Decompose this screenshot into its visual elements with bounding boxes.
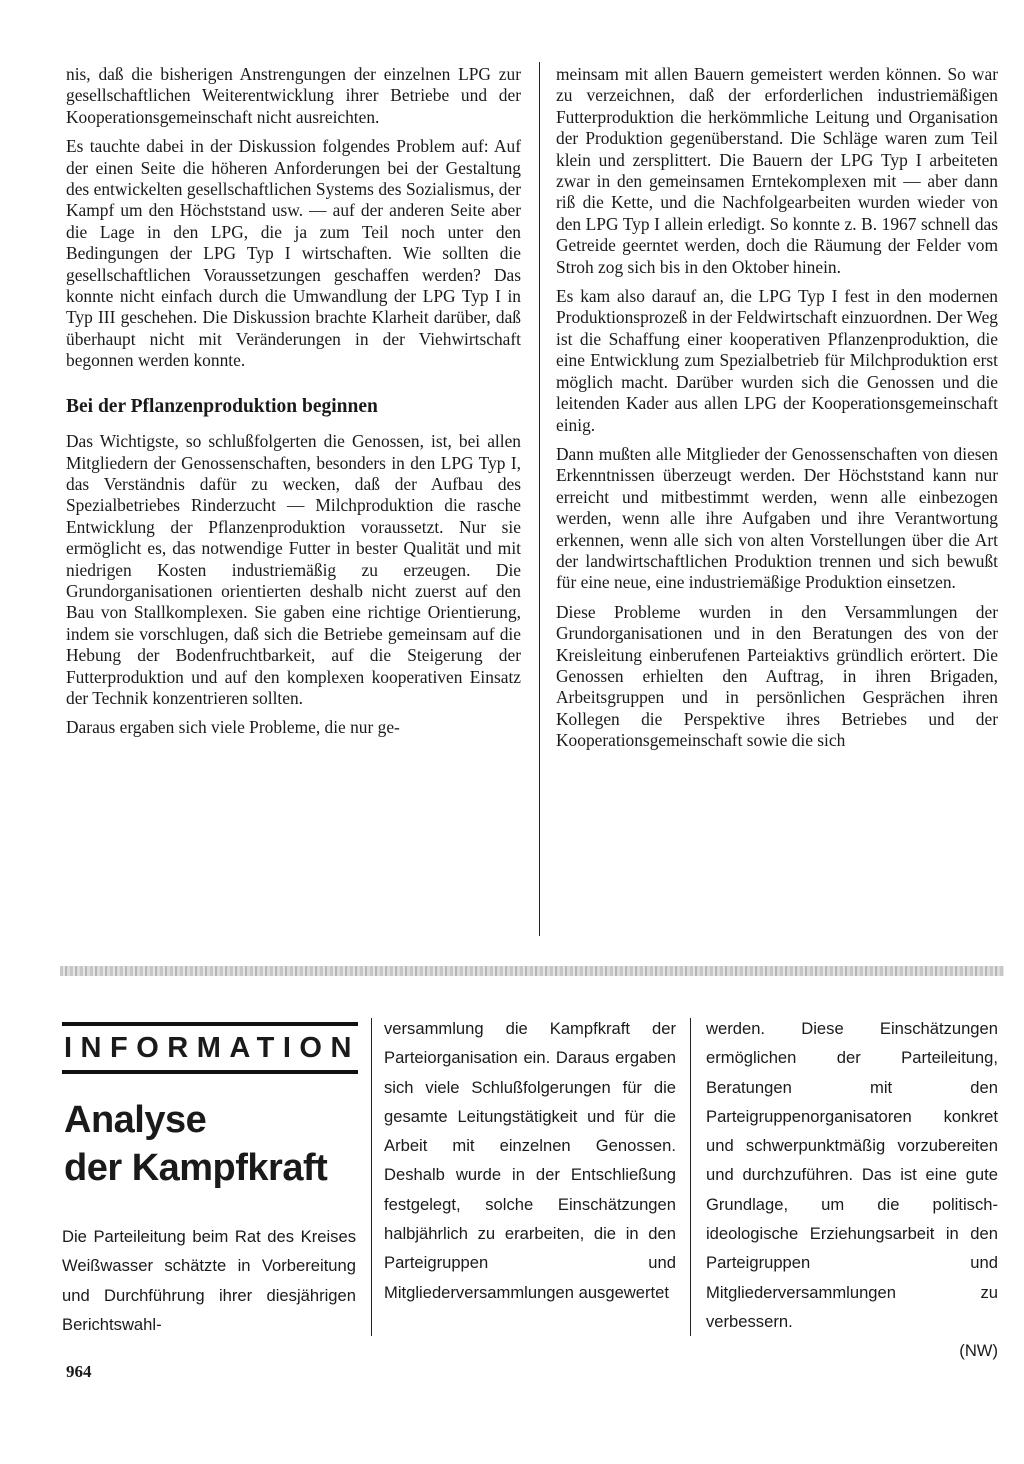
info-title [64,1096,358,1192]
paragraph: werden. Diese Einschätzungen ermöglichen der Parteileitung, Beratungen mit den Parteigruppenorganisatoren konkret und schwerpunktmäßig vorzubereiten und durchzuführen. Das ist eine gute Grundlage, um die politisch-ideologische Erziehungsarbeit in den Parteigruppen und Mitgliederversammlungen zu verbessern. [706,1019,998,1331]
info-title-line: der Kampfkraft [64,1147,328,1189]
info-label: INFORMATION [64,1032,360,1064]
paragraph: Es kam also darauf an, die LPG Typ I fest in den modernen Produktionsprozeß in der Feldwirtschaft einzuordnen. Der Weg ist die Schaffung einer kooperativen Pflanzenproduktion, die eine Entwicklung zum Spezialbetrieb für Milchproduktion erst möglich macht. Darüber wurden sich die Genossen und die leitenden Kader aus allen LPG der Kooperationsgemeinschaft einig. [556,286,998,435]
paragraph: Daraus ergaben sich viele Probleme, die nur ge- [66,717,400,738]
paragraph: nis, daß die bisherigen Anstrengungen der einzelnen LPG zur gesellschaftlichen Weiterentwicklung ihrer Betriebe und der Kooperationsgemeinschaft nicht ausreichten. [66,64,521,127]
info-header [62,1022,358,1192]
paragraph: versammlung die Kampfkraft der Parteiorganisation ein. Daraus ergaben sich viele Schlußfolgerungen für die gesamte Leitungstätigkeit und für die Arbeit mit einzelnen Genossen. Deshalb wurde in der Entschließung festgelegt, solche Einschätzungen halbjährlich zu erarbeiten, die in den Parteigruppen und Mitgliederversammlungen ausgewertet [384,1019,676,1302]
info-rule-top [62,1022,358,1026]
column-divider [539,62,540,936]
page-number: 964 [66,1362,92,1381]
column-divider [371,1018,372,1336]
article-left-column [66,64,521,747]
author-signoff: (NW) [959,1341,998,1361]
info-rule-bottom [62,1070,358,1074]
paragraph: Die Parteileitung beim Rat des Kreises Weißwasser schätzte in Vorbereitung und Durchführung ihrer diesjährigen Berichtswahl- [62,1227,356,1334]
info-column-3 [706,1014,998,1366]
paragraph: Diese Probleme wurden in den Versammlungen der Grundorganisationen und in den Beratungen des von der Kreisleitung einberufenen Parteiaktivs gründlich erörtert. Die Genossen erhielten den Auftrag, in ihren Brigaden, Arbeitsgruppen und in persönlichen Gesprächen ihren Kollegen die Perspektive ihres Betriebes und der Kooperationsgemeinschaft sowie die sich [556,601,998,751]
section-divider [60,966,1004,976]
paragraph: Es tauchte dabei in der Diskussion folgendes Problem auf: Auf der einen Seite die höheren Anforderungen bei der Gestaltung des entwickelten gesellschaftlichen Systems des Sozialismus, der Kampf um den Höchststand usw. — auf der anderen Seite aber die Lage in den LPG, die ja zum Teil noch unter den Bedingungen der LPG Typ I wirtschaften. Wie sollten die gesellschaftlichen Voraussetzungen geschaffen werden? Das konnte nicht einfach durch die Umwandlung der LPG Typ I in Typ III geschehen. Die Diskussion brachte Klarheit darüber, daß überhaupt nicht mit Veränderungen in der Viehwirtschaft begonnen werden konnte. [66,136,521,371]
section-heading: Bei der Pflanzenproduktion beginnen [66,395,378,417]
article-right-column [556,64,998,760]
info-title-line: Analyse [64,1099,207,1141]
paragraph: Dann mußten alle Mitglieder der Genossenschaften von diesen Erkenntnissen überzeugt werden. Der Höchststand kann nur erreicht und mitbestimmt werden, wenn alle einbezogen werden, wenn alle ihre Aufgaben und ihre Verantwortung erkennen, wenn alle sich von alten Vorstellungen über die Art der landwirtschaftlichen Produktion trennen und sich bewußt für eine neue, eine industriemäßige Produktion einsetzen. [556,443,998,593]
paragraph: Das Wichtigste, so schlußfolgerten die Genossen, ist, bei allen Mitgliedern der Genossenschaften, besonders in den LPG Typ I, das Verständnis dafür zu wecken, daß der Aufbau des Spezialbetriebes Rinderzucht — Milchproduktion die rasche Entwicklung der Pflanzenproduktion voraussetzt. Nur sie ermöglicht es, das notwendige Futter in bester Qualität und mit niedrigen Kosten industriemäßig zu erzeugen. Die Grundorganisationen orientierten deshalb nicht zuerst auf den Bau von Stallkomplexen. Sie gaben eine richtige Orientierung, indem sie vorschlugen, daß sich die Betriebe gemeinsam auf die Hebung der Bodenfruchtbarkeit, auf die Steigerung der Futterproduktion und auf den komplexen kooperativen Einsatz der Technik konzentrieren sollten. [66,431,521,708]
column-divider [690,1018,691,1336]
paragraph: meinsam mit allen Bauern gemeistert werden können. So war zu verzeichnen, daß der erforderlichen industriemäßigen Futterproduktion die herkömmliche Leitung und Organisation der Produktion gegenüberstand. Die Schläge waren zum Teil klein und zersplittert. Die Bauern der LPG Typ I arbeiteten zwar in den gemeinsamen Erntekomplexen mit — aber dann riß die Kette, und die Nachfolgearbeiten wurden wieder von den LPG Typ I allein erledigt. So konnte z. B. 1967 schnell das Getreide geerntet werden, doch die Räumung der Felder vom Stroh zog sich bis in den Oktober hinein. [556,64,998,277]
info-column-2 [384,1014,676,1307]
info-column-1 [62,1222,356,1339]
